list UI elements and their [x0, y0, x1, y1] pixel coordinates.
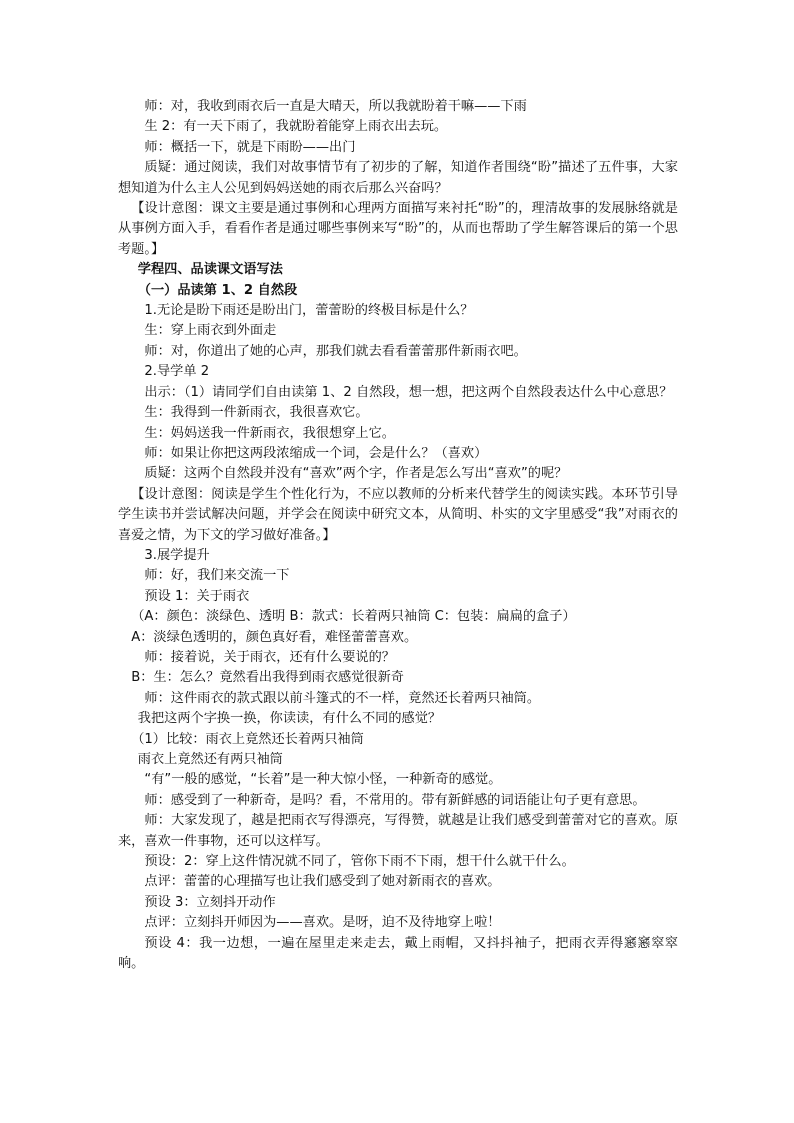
- dialogue-line: 生：妈妈送我一件新雨衣，我很想穿上它。: [144, 425, 395, 441]
- preset-line: 预设：2：穿上这件情况就不同了，管你下雨不下雨，想干什么就干什么。: [144, 854, 575, 870]
- question-paragraph: 质疑：这两个自然段并没有“喜欢”两个字，作者是怎么写出“喜欢”的呢？: [144, 466, 568, 482]
- dialogue-line: “有”一般的感觉，“长着”是一种大惊小怪，一种新奇的感觉。: [144, 772, 502, 788]
- comment-line: 点评：立刻抖开师因为——喜欢。是呀，迫不及待地穿上啦！: [144, 915, 501, 931]
- dialogue-line: 师：这件雨衣的款式跟以前斗篷式的不一样，竟然还长着两只袖筒。: [144, 690, 541, 706]
- preset-options: （A：颜色：淡绿色、透明 B：款式：长着两只袖筒 C：包装：扁扁的盒子）: [131, 609, 576, 625]
- design-intent-paragraph: 【设计意图：课文主要是通过事例和心理两方面描写来衬托“盼”的，理清故事的发展脉络就是从事例方面入手，看看作者是通过哪些事例来写“盼”的，从而也帮助了学生解答课后的第一个思考题。】: [118, 201, 678, 257]
- dialogue-line: 师：如果让你把这两段浓缩成一个词，会是什么？（喜欢）: [144, 445, 488, 461]
- answer-line: B：生：怎么？竟然看出我得到雨衣感觉很新奇: [131, 670, 404, 686]
- task-paragraph: 出示：（1）请同学们自由读第 1、2 自然段，想一想，把这两个自然段表达什么中心意思？: [144, 384, 673, 400]
- dialogue-line: 师：感受到了一种新奇，是吗？看，不常用的。带有新鲜感的词语能让句子更有意思。: [144, 792, 646, 808]
- comparison-line: 雨衣上竟然还有两只袖筒: [137, 752, 283, 767]
- section-heading: 学程四、品读课文语写法: [137, 262, 283, 278]
- dialogue-line: 师：对，我收到雨衣后一直是大晴天，所以我就盼着干嘛——下雨: [144, 99, 527, 114]
- dialogue-line: 师：对，你道出了她的心声，那我们就去看看蕾蕾那件新雨衣吧。: [144, 343, 527, 359]
- comparison-line: （1）比较：雨衣上竟然还长着两只袖筒: [131, 731, 364, 747]
- question-paragraph: 质疑：通过阅读，我们对故事情节有了初步的了解，知道作者围绕“盼”描述了五件事，大家想知道为什么主人公见到妈妈送她的雨衣后那么兴奋吗？: [118, 160, 678, 196]
- dialogue-line: 我把这两个字换一换，你读读，有什么不同的感觉？: [137, 711, 442, 727]
- dialogue-line: 生 2：有一天下雨了，我就盼着能穿上雨衣出去玩。: [144, 119, 448, 135]
- numbered-item: 3.展学提升: [144, 547, 210, 563]
- numbered-item: 1.无论是盼下雨还是盼出门，蕾蕾盼的终极目标是什么？: [144, 303, 474, 319]
- answer-line: A：淡绿色透明的，颜色真好看，难怪蕾蕾喜欢。: [131, 629, 418, 645]
- document-page: [118, 97, 678, 974]
- dialogue-line: 师：概括一下，就是下雨盼——出门: [144, 139, 356, 155]
- dialogue-line: 师：大家发现了，越是把雨衣写得漂亮，写得赞，就越是让我们感受到蕾蕾对它的喜欢。原来，喜欢一件事物，还可以这样写。: [118, 813, 678, 849]
- dialogue-line: 师：好，我们来交流一下: [144, 568, 290, 584]
- preset-line: 预设 1：关于雨衣: [144, 588, 250, 604]
- subsection-heading: （一）品读第 1、2 自然段: [137, 282, 298, 298]
- comment-line: 点评：蕾蕾的心理描写也让我们感受到了她对新雨衣的喜欢。: [144, 874, 501, 890]
- preset-line: 预设 3：立刻抖开动作: [144, 894, 276, 910]
- dialogue-line: 生：我得到一件新雨衣，我很喜欢它。: [144, 405, 369, 421]
- design-intent-paragraph: 【设计意图：阅读是学生个性化行为，不应以教师的分析来代替学生的阅读实践。本环节引导学生读书并尝试解决问题，并学会在阅读中研究文本，从简明、朴实的文字里感受“我”对雨衣的喜爱之情，为下文的学习做好准备。】: [118, 486, 678, 543]
- dialogue-line: 生：穿上雨衣到外面走: [144, 323, 277, 339]
- dialogue-line: 师：接着说，关于雨衣，还有什么要说的？: [144, 649, 395, 665]
- preset-line: 预设 4：我一边想，一遍在屋里走来走去，戴上雨帽，又抖抖袖子，把雨衣弄得窸窸窣窣响。: [118, 935, 678, 972]
- numbered-item: 2.导学单 2: [144, 364, 210, 380]
